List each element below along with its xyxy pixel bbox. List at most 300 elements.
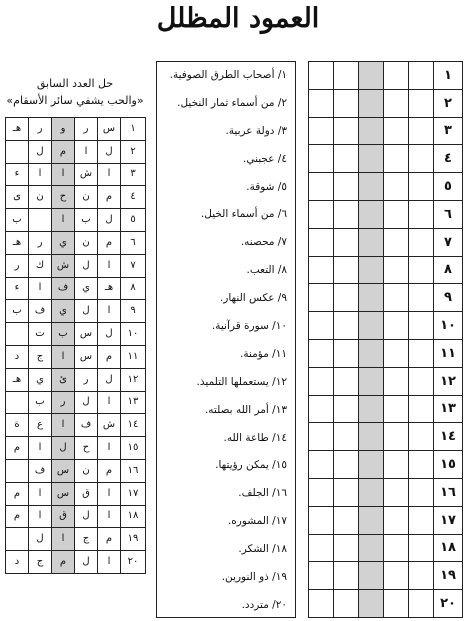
clue-item: ١/ أصحاب الطرق الصوفية. <box>169 69 287 81</box>
grid-cell[interactable] <box>384 534 409 562</box>
grid-row <box>309 423 463 451</box>
solution-cell: ق <box>75 482 98 505</box>
grid-row <box>309 145 463 173</box>
solution-cell: ل <box>75 391 98 414</box>
clue-item: ٣/ دولة عربية. <box>225 124 287 137</box>
grid-cell[interactable] <box>384 145 409 173</box>
grid-shaded-cell[interactable] <box>359 62 384 90</box>
grid-shaded-cell[interactable] <box>359 200 384 228</box>
solution-row <box>6 186 146 209</box>
clue-item: ٩/ عكس النهار. <box>219 292 287 305</box>
solution-shaded-cell: ل <box>52 437 75 460</box>
grid-cell[interactable] <box>384 62 409 90</box>
grid-cell[interactable] <box>384 117 409 145</box>
solution-cell: ف <box>75 414 98 437</box>
grid-cell[interactable] <box>334 590 359 618</box>
solution-cell: ا <box>98 505 121 528</box>
grid-cell[interactable] <box>384 562 409 590</box>
clue-item: ١١/ مؤمنة. <box>240 347 287 360</box>
grid-cell[interactable] <box>384 423 409 451</box>
solution-cell <box>29 209 52 232</box>
solution-cell: ج <box>29 345 52 368</box>
clue-item: ٧/ محصنه. <box>240 236 287 249</box>
grid-cell[interactable] <box>409 89 434 117</box>
grid-row <box>309 395 463 423</box>
solution-shaded-cell: و <box>52 118 75 141</box>
solution-cell: ا <box>98 551 121 574</box>
grid-row-number: ١٢ <box>434 367 463 395</box>
grid-row-number: ١٦ <box>434 478 463 506</box>
solution-cell: م <box>98 345 121 368</box>
solution-row-number: ١١ <box>121 345 146 368</box>
grid-row-number: ١٨ <box>434 534 463 562</box>
grid-cell[interactable] <box>309 284 334 312</box>
grid-cell[interactable] <box>309 562 334 590</box>
solution-row-number: ٥ <box>121 209 146 232</box>
grid-cell[interactable] <box>334 562 359 590</box>
grid-shaded-cell[interactable] <box>359 117 384 145</box>
solution-shaded-cell: ئ <box>52 368 75 391</box>
grid-cell[interactable] <box>409 145 434 173</box>
grid-row-number: ٣ <box>434 117 463 145</box>
solution-row-number: ١٣ <box>121 391 146 414</box>
grid-row <box>309 62 463 90</box>
solution-cell: ب <box>6 209 29 232</box>
clue-item: ١٩/ ذو النورين. <box>221 571 287 584</box>
solution-row <box>6 163 146 186</box>
solution-shaded-cell: ش <box>52 254 75 277</box>
solution-cell: ا <box>29 277 52 300</box>
solution-row-number: ١٥ <box>121 437 146 460</box>
solution-cell: ب <box>6 300 29 323</box>
grid-row-number: ٨ <box>434 256 463 284</box>
solution-shaded-cell: ا <box>52 528 75 551</box>
solution-heading-line1: حل العدد السابق <box>36 77 114 90</box>
grid-cell[interactable] <box>409 478 434 506</box>
puzzle-grid <box>308 61 463 618</box>
solution-cell: ر <box>29 118 52 141</box>
grid-shaded-cell[interactable] <box>359 478 384 506</box>
solution-cell: ل <box>98 140 121 163</box>
solution-row <box>6 254 146 277</box>
solution-cell: ف <box>29 459 52 482</box>
solution-cell: ن <box>29 186 52 209</box>
grid-cell[interactable] <box>334 173 359 201</box>
solution-shaded-cell: س <box>52 482 75 505</box>
grid-cell[interactable] <box>409 62 434 90</box>
grid-cell[interactable] <box>309 145 334 173</box>
grid-row-number: ٦ <box>434 200 463 228</box>
grid-shaded-cell[interactable] <box>359 562 384 590</box>
grid-shaded-cell[interactable] <box>359 395 384 423</box>
solution-cell: م <box>98 528 121 551</box>
grid-cell[interactable] <box>409 312 434 340</box>
solution-cell: ر <box>75 368 98 391</box>
grid-cell[interactable] <box>334 367 359 395</box>
grid-cell[interactable] <box>309 117 334 145</box>
grid-cell[interactable] <box>384 367 409 395</box>
grid-cell[interactable] <box>384 395 409 423</box>
grid-cell[interactable] <box>334 62 359 90</box>
solution-cell: ا <box>29 163 52 186</box>
puzzle-title: العمود المظلل <box>156 3 320 34</box>
solution-row <box>6 231 146 254</box>
solution-row-number: ١ <box>121 118 146 141</box>
grid-cell[interactable] <box>334 395 359 423</box>
grid-cell[interactable] <box>384 200 409 228</box>
clues-list <box>156 61 296 618</box>
grid-row <box>309 284 463 312</box>
solution-cell: ش <box>75 163 98 186</box>
grid-cell[interactable] <box>384 506 409 534</box>
clue-item: ١٨/ الشكر. <box>238 543 287 556</box>
solution-cell: م <box>6 437 29 460</box>
grid-row <box>309 367 463 395</box>
grid-cell[interactable] <box>384 451 409 479</box>
solution-shaded-cell: ي <box>52 231 75 254</box>
solution-cell: ل <box>98 368 121 391</box>
grid-shaded-cell[interactable] <box>359 367 384 395</box>
solution-row <box>6 323 146 346</box>
solution-cell: هـ <box>6 368 29 391</box>
grid-cell[interactable] <box>309 478 334 506</box>
grid-shaded-cell[interactable] <box>359 256 384 284</box>
grid-row-number: ١ <box>434 62 463 90</box>
solution-row <box>6 528 146 551</box>
solution-cell: ن <box>75 186 98 209</box>
grid-cell[interactable] <box>384 339 409 367</box>
clue-item: ٤/ عجبني. <box>243 152 287 165</box>
grid-shaded-cell[interactable] <box>359 173 384 201</box>
solution-shaded-cell: ح <box>52 186 75 209</box>
solution-cell: م <box>98 459 121 482</box>
grid-row <box>309 339 463 367</box>
solution-cell: ر <box>75 118 98 141</box>
solution-cell <box>6 323 29 346</box>
grid-cell[interactable] <box>309 200 334 228</box>
solution-cell: ء <box>6 277 29 300</box>
grid-cell[interactable] <box>334 117 359 145</box>
solution-row-number: ١٨ <box>121 505 146 528</box>
grid-cell[interactable] <box>409 228 434 256</box>
previous-solution-grid <box>5 117 146 574</box>
clue-item: ١٦/ الجلف. <box>238 487 287 500</box>
grid-row <box>309 534 463 562</box>
grid-shaded-cell[interactable] <box>359 506 384 534</box>
solution-row-number: ٤ <box>121 186 146 209</box>
grid-cell[interactable] <box>384 228 409 256</box>
solution-cell: س <box>75 323 98 346</box>
solution-heading-line2: «والحب يشفي سائر الأسقام» <box>6 94 144 107</box>
solution-shaded-cell: س <box>52 459 75 482</box>
grid-cell[interactable] <box>309 534 334 562</box>
grid-cell[interactable] <box>409 534 434 562</box>
clue-item: ٢/ من أسماء ثمار النخيل. <box>177 96 287 109</box>
clue-item: ٨/ التعب. <box>246 264 287 277</box>
grid-cell[interactable] <box>384 478 409 506</box>
solution-row <box>6 437 146 460</box>
solution-cell: ل <box>98 209 121 232</box>
solution-cell: ج <box>29 551 52 574</box>
solution-cell: هـ <box>6 231 29 254</box>
solution-cell: ا <box>98 300 121 323</box>
grid-shaded-cell[interactable] <box>359 145 384 173</box>
solution-row <box>6 368 146 391</box>
solution-row-number: ٩ <box>121 300 146 323</box>
solution-shaded-cell: ف <box>52 277 75 300</box>
solution-row <box>6 140 146 163</box>
grid-cell[interactable] <box>309 590 334 618</box>
solution-cell: ع <box>29 414 52 437</box>
solution-row <box>6 300 146 323</box>
solution-cell: م <box>98 186 121 209</box>
grid-row-number: ١٥ <box>434 451 463 479</box>
grid-row-number: ٥ <box>434 173 463 201</box>
solution-cell: هـ <box>98 277 121 300</box>
solution-row-number: ١٤ <box>121 414 146 437</box>
solution-cell: ل <box>75 505 98 528</box>
grid-row-number: ٩ <box>434 284 463 312</box>
grid-row <box>309 256 463 284</box>
grid-cell[interactable] <box>384 284 409 312</box>
solution-shaded-cell: ا <box>52 163 75 186</box>
solution-row <box>6 391 146 414</box>
solution-shaded-cell: ي <box>52 300 75 323</box>
grid-row <box>309 478 463 506</box>
solution-cell: ا <box>75 140 98 163</box>
grid-row-number: ١٧ <box>434 506 463 534</box>
grid-cell[interactable] <box>384 89 409 117</box>
solution-cell: م <box>6 505 29 528</box>
grid-shaded-cell[interactable] <box>359 339 384 367</box>
grid-cell[interactable] <box>409 395 434 423</box>
grid-row <box>309 562 463 590</box>
grid-row <box>309 451 463 479</box>
clue-item: ٦/ من أسماء الخيل. <box>200 208 287 221</box>
grid-row-number: ٧ <box>434 228 463 256</box>
grid-shaded-cell[interactable] <box>359 534 384 562</box>
solution-cell: ل <box>98 323 121 346</box>
grid-row-number: ٤ <box>434 145 463 173</box>
grid-cell[interactable] <box>309 367 334 395</box>
grid-cell[interactable] <box>334 89 359 117</box>
grid-row-number: ١٣ <box>434 395 463 423</box>
solution-cell: م <box>98 231 121 254</box>
solution-cell: ب <box>29 391 52 414</box>
grid-cell[interactable] <box>309 395 334 423</box>
solution-cell: ج <box>75 528 98 551</box>
solution-cell: ر <box>6 254 29 277</box>
grid-cell[interactable] <box>309 506 334 534</box>
solution-row-number: ٧ <box>121 254 146 277</box>
grid-shaded-cell[interactable] <box>359 89 384 117</box>
grid-cell[interactable] <box>309 312 334 340</box>
grid-cell[interactable] <box>409 200 434 228</box>
grid-shaded-cell[interactable] <box>359 590 384 618</box>
grid-row <box>309 506 463 534</box>
grid-cell[interactable] <box>384 256 409 284</box>
solution-row-number: ١٢ <box>121 368 146 391</box>
solution-shaded-cell: ق <box>52 505 75 528</box>
solution-cell: ك <box>29 254 52 277</box>
solution-row-number: ٢ <box>121 140 146 163</box>
solution-cell <box>6 528 29 551</box>
solution-row-number: ٦ <box>121 231 146 254</box>
solution-row <box>6 459 146 482</box>
grid-cell[interactable] <box>334 451 359 479</box>
solution-row <box>6 209 146 232</box>
grid-cell[interactable] <box>309 228 334 256</box>
clue-item: ١٢/ يستعملها التلميذ. <box>196 375 287 388</box>
solution-cell: ا <box>98 254 121 277</box>
solution-row-number: ١٩ <box>121 528 146 551</box>
grid-cell[interactable] <box>334 145 359 173</box>
solution-row <box>6 482 146 505</box>
grid-shaded-cell[interactable] <box>359 228 384 256</box>
grid-cell[interactable] <box>409 367 434 395</box>
solution-cell: ا <box>29 437 52 460</box>
grid-cell[interactable] <box>309 173 334 201</box>
solution-cell: ر <box>29 231 52 254</box>
solution-cell: م <box>6 482 29 505</box>
grid-cell[interactable] <box>334 284 359 312</box>
grid-row <box>309 312 463 340</box>
grid-shaded-cell[interactable] <box>359 451 384 479</box>
grid-row-number: ١١ <box>434 339 463 367</box>
grid-shaded-cell[interactable] <box>359 312 384 340</box>
grid-cell[interactable] <box>334 339 359 367</box>
grid-cell[interactable] <box>334 312 359 340</box>
solution-cell: ا <box>98 482 121 505</box>
grid-cell[interactable] <box>309 256 334 284</box>
clue-item: ١٥/ يمكن رؤيتها. <box>215 459 287 472</box>
grid-cell[interactable] <box>334 534 359 562</box>
solution-shaded-cell: ب <box>52 323 75 346</box>
solution-cell: ا <box>98 437 121 460</box>
solution-cell: ش <box>98 414 121 437</box>
grid-shaded-cell[interactable] <box>359 423 384 451</box>
grid-cell[interactable] <box>334 256 359 284</box>
grid-cell[interactable] <box>309 89 334 117</box>
solution-shaded-cell: ا <box>52 414 75 437</box>
solution-row <box>6 345 146 368</box>
solution-shaded-cell: ا <box>52 345 75 368</box>
grid-cell[interactable] <box>409 339 434 367</box>
grid-row <box>309 590 463 618</box>
grid-row <box>309 117 463 145</box>
grid-row-number: ١٤ <box>434 423 463 451</box>
grid-row-number: ١٠ <box>434 312 463 340</box>
grid-row <box>309 200 463 228</box>
clue-item: ١٤/ طاعة الله. <box>223 431 287 444</box>
solution-cell: ة <box>6 414 29 437</box>
clue-item: ١٠/ سورة قرآنية. <box>211 320 287 333</box>
solution-cell: ب <box>75 209 98 232</box>
solution-cell: ي <box>75 277 98 300</box>
grid-cell[interactable] <box>309 62 334 90</box>
grid-cell[interactable] <box>384 590 409 618</box>
grid-shaded-cell[interactable] <box>359 284 384 312</box>
solution-cell: ا <box>98 163 121 186</box>
grid-row-number: ٢٠ <box>434 590 463 618</box>
solution-cell: د <box>6 551 29 574</box>
grid-cell[interactable] <box>409 506 434 534</box>
grid-cell[interactable] <box>334 506 359 534</box>
grid-cell[interactable] <box>334 423 359 451</box>
solution-cell: د <box>6 345 29 368</box>
solution-cell: ء <box>6 163 29 186</box>
solution-cell: ل <box>75 300 98 323</box>
grid-cell[interactable] <box>309 451 334 479</box>
grid-row <box>309 228 463 256</box>
solution-cell: ا <box>29 482 52 505</box>
grid-cell[interactable] <box>409 256 434 284</box>
grid-cell[interactable] <box>334 478 359 506</box>
grid-row <box>309 173 463 201</box>
solution-cell: ل <box>75 254 98 277</box>
clue-item: ١٧/ المشوره. <box>227 515 287 528</box>
solution-row-number: ١٦ <box>121 459 146 482</box>
solution-row <box>6 414 146 437</box>
grid-cell[interactable] <box>409 173 434 201</box>
grid-cell[interactable] <box>409 117 434 145</box>
grid-cell[interactable] <box>409 451 434 479</box>
solution-row-number: ١٧ <box>121 482 146 505</box>
previous-solution-heading <box>0 75 150 109</box>
grid-cell[interactable] <box>334 200 359 228</box>
grid-cell[interactable] <box>334 228 359 256</box>
solution-cell: ح <box>75 437 98 460</box>
clue-item: ١٣/ أمر الله بصلته. <box>204 403 287 416</box>
solution-cell <box>6 459 29 482</box>
solution-row <box>6 551 146 574</box>
solution-cell: هـ <box>6 118 29 141</box>
solution-row-number: ٨ <box>121 277 146 300</box>
solution-cell: ا <box>98 391 121 414</box>
grid-row <box>309 89 463 117</box>
solution-row <box>6 118 146 141</box>
solution-cell <box>6 140 29 163</box>
clue-item: ٥/ شوقة. <box>246 180 287 193</box>
grid-cell[interactable] <box>409 590 434 618</box>
grid-row-number: ٢ <box>434 89 463 117</box>
solution-row <box>6 505 146 528</box>
grid-cell[interactable] <box>309 423 334 451</box>
grid-cell[interactable] <box>409 284 434 312</box>
solution-row-number: ٣ <box>121 163 146 186</box>
solution-shaded-cell: م <box>52 551 75 574</box>
solution-shaded-cell: ا <box>52 209 75 232</box>
solution-cell: ا <box>29 505 52 528</box>
solution-cell: س <box>75 345 98 368</box>
grid-cell[interactable] <box>384 173 409 201</box>
solution-row-number: ٢٠ <box>121 551 146 574</box>
solution-cell: ن <box>75 231 98 254</box>
solution-shaded-cell: م <box>52 140 75 163</box>
solution-cell: ل <box>29 528 52 551</box>
solution-cell: ت <box>29 323 52 346</box>
solution-cell: ي <box>29 368 52 391</box>
grid-cell[interactable] <box>409 562 434 590</box>
grid-cell[interactable] <box>384 312 409 340</box>
solution-cell: س <box>98 118 121 141</box>
solution-cell <box>6 391 29 414</box>
grid-cell[interactable] <box>309 339 334 367</box>
grid-cell[interactable] <box>409 423 434 451</box>
clue-item: ٢٠/ متردد. <box>241 598 287 611</box>
solution-cell: ف <box>29 300 52 323</box>
solution-cell: ل <box>75 551 98 574</box>
